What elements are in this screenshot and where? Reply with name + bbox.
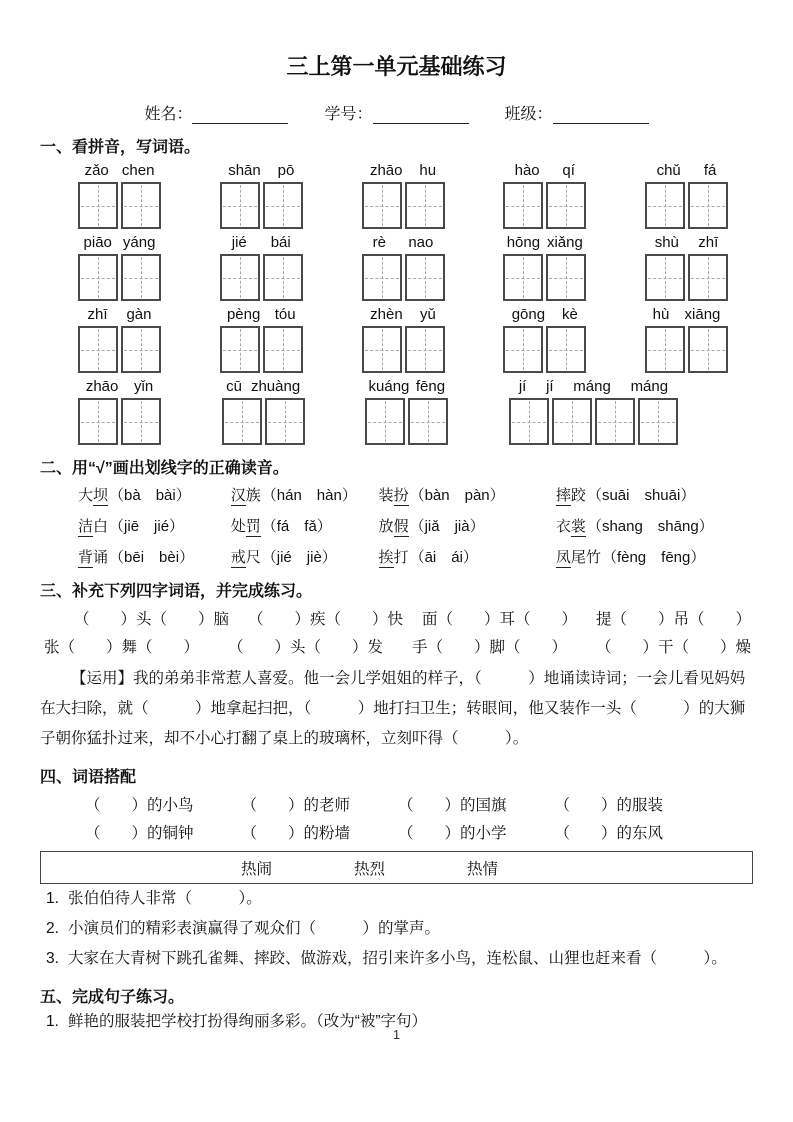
- character-grid-box: [362, 182, 402, 229]
- writing-boxes: [78, 254, 161, 301]
- pinyin-syllable: kuáng: [368, 378, 410, 395]
- word-bank-option: 热闹: [241, 860, 273, 878]
- section-five-heading: 五、完成句子练习。: [40, 989, 185, 1006]
- word-char: 戒: [231, 546, 246, 568]
- pinyin-word-group: [645, 162, 728, 229]
- character-grid-box: [645, 254, 685, 301]
- pinyin-word-group: [362, 234, 445, 301]
- writing-boxes: [503, 182, 586, 229]
- pinyin-syllable: shù: [654, 234, 679, 251]
- practice-sentence: [46, 884, 753, 914]
- word-char: 尾: [570, 549, 586, 566]
- sentence-number: 2.: [46, 920, 59, 937]
- idiom-blank-group: 张（ ）舞（ ）: [44, 639, 200, 656]
- pinyin-word-group: [509, 378, 678, 445]
- character-grid-box: [362, 254, 402, 301]
- phrase-blank-group: （ ）的国旗: [397, 797, 507, 814]
- pinyin-syllable: rè: [372, 234, 386, 251]
- pinyin-syllable: yǔ: [420, 306, 436, 323]
- writing-boxes: [503, 326, 586, 373]
- pinyin-word-group: [220, 306, 303, 373]
- character-grid-box: [78, 254, 118, 301]
- character-grid-box: [78, 182, 118, 229]
- pinyin-syllable: chǔ: [656, 162, 681, 179]
- pinyin-syllable: pō: [277, 162, 295, 179]
- writing-boxes: [362, 182, 445, 229]
- word-bank-option: 热情: [467, 860, 499, 878]
- sentence-text: 大家在大青树下跳孔雀舞、摔跤、做游戏，招引来许多小鸟，连松鼠、山狸也赶来看（ ）。: [67, 950, 727, 967]
- character-grid-box: [121, 398, 161, 445]
- idiom-blank-group: 面（ ）耳（ ）: [421, 611, 577, 628]
- pinyin-label: [362, 234, 445, 253]
- pronunciation-item: [556, 515, 753, 537]
- writing-boxes: [362, 326, 445, 373]
- pinyin-options: （hán hàn）: [261, 487, 357, 504]
- pinyin-options: （jiē jié）: [109, 518, 185, 535]
- pinyin-label: [645, 234, 728, 253]
- sentence-number: 3.: [46, 950, 59, 967]
- pronunciation-item: [379, 546, 556, 568]
- underlined-word: [556, 518, 586, 535]
- word-char: 白: [93, 518, 109, 535]
- idiom-line-2: [44, 635, 751, 657]
- pinyin-options: （bàn pàn）: [409, 487, 505, 504]
- writing-boxes: [78, 398, 161, 445]
- pronunciation-item: [78, 484, 231, 506]
- character-grid-box: [546, 254, 586, 301]
- phrase-blank-group: （ ）的东风: [554, 825, 663, 842]
- character-grid-box: [503, 326, 543, 373]
- pinyin-label: [365, 378, 448, 397]
- pinyin-word-group: [645, 306, 728, 373]
- pronunciation-item: [379, 484, 556, 506]
- character-grid-box: [121, 326, 161, 373]
- character-grid-box: [595, 398, 635, 445]
- character-grid-box: [263, 254, 303, 301]
- pronunciation-item: [78, 515, 231, 537]
- section-one-heading: 一、看拼音，写词语。: [40, 139, 201, 156]
- class-field: [505, 101, 649, 124]
- character-grid-box: [78, 398, 118, 445]
- pinyin-label: [222, 378, 305, 397]
- character-grid-box: [688, 254, 728, 301]
- writing-boxes: [645, 326, 728, 373]
- sentence-text: 鲜艳的服装把学校打扮得绚丽多彩。（改为“被”字句）: [67, 1013, 428, 1030]
- pinyin-label: [645, 162, 728, 181]
- pronunciation-item: [231, 484, 379, 506]
- idiom-blank-group: 提（ ）吊（ ）: [595, 611, 751, 628]
- sentence-number: 1.: [46, 890, 59, 907]
- pinyin-syllable: kè: [561, 306, 578, 323]
- pinyin-syllable: gàn: [126, 306, 152, 323]
- word-char: 罚: [246, 515, 261, 537]
- pinyin-label: [220, 234, 303, 253]
- underlined-word: [231, 549, 261, 566]
- pinyin-label: [362, 306, 445, 325]
- pinyin-label: [509, 378, 678, 397]
- page-title: 三上第一单元基础练习: [286, 54, 507, 79]
- pinyin-label: [503, 162, 586, 181]
- underlined-word: [379, 549, 409, 566]
- pronunciation-item: [379, 515, 556, 537]
- character-grid-box: [362, 326, 402, 373]
- character-grid-box: [546, 182, 586, 229]
- idiom-blank-group: （ ）头（ ）发: [227, 639, 383, 656]
- character-grid-box: [405, 254, 445, 301]
- pinyin-word-group: [220, 162, 303, 229]
- character-grid-box: [121, 254, 161, 301]
- pinyin-label: [78, 378, 161, 397]
- pinyin-syllable: zhī: [698, 234, 719, 251]
- pinyin-syllable: hu: [419, 162, 437, 179]
- character-grid-box: [220, 326, 260, 373]
- writing-boxes: [645, 182, 728, 229]
- pinyin-options: （bà bài）: [109, 487, 191, 504]
- word-char: 诵: [93, 549, 109, 566]
- writing-boxes: [503, 254, 586, 301]
- name-field-label: 姓名：: [144, 106, 193, 123]
- character-grid-box: [78, 326, 118, 373]
- word-char: 坝: [93, 484, 108, 506]
- pinyin-label: [220, 162, 303, 181]
- pinyin-options: （āi ái）: [409, 549, 478, 566]
- word-bank-option: 热烈: [354, 860, 386, 878]
- word-char: 处: [230, 518, 246, 535]
- pronunciation-item: [556, 546, 753, 568]
- pinyin-syllable: máng: [630, 378, 669, 395]
- idiom-blank-group: （ ）头（ ）脑: [74, 611, 230, 628]
- character-grid-box: [263, 182, 303, 229]
- practice-sentence: [46, 914, 753, 944]
- phrase-blank-group: （ ）的老师: [241, 797, 350, 814]
- character-grid-box: [408, 398, 448, 445]
- pinyin-word-group: [365, 378, 448, 445]
- pinyin-syllable: gōng: [511, 306, 546, 323]
- idiom-blank-group: （ ）疾（ ）快: [247, 611, 403, 628]
- sentence-text: 张伯伯待人非常（ ）。: [67, 890, 262, 907]
- phrase-line-1: [85, 793, 663, 815]
- pinyin-label: [645, 306, 728, 325]
- pinyin-writing-area: [40, 162, 753, 445]
- pinyin-label: [78, 162, 161, 181]
- underlined-word: [78, 549, 108, 566]
- pinyin-syllable: hōng: [506, 234, 541, 251]
- idiom-blank-group: （ ）干（ ）燥: [595, 639, 751, 656]
- pronunciation-item: [556, 484, 753, 506]
- pinyin-syllable: zhuàng: [250, 378, 301, 395]
- pinyin-syllable: zhèn: [370, 306, 403, 323]
- character-grid-box: [645, 326, 685, 373]
- character-grid-box: [405, 182, 445, 229]
- word-char: 衣: [555, 518, 571, 535]
- underlined-word: [78, 487, 108, 504]
- pinyin-syllable: fá: [703, 162, 717, 179]
- section-two-heading: 二、用“√”画出划线字的正确读音。: [40, 460, 289, 477]
- character-grid-box: [688, 326, 728, 373]
- word-char: 族: [245, 487, 261, 504]
- writing-boxes: [362, 254, 445, 301]
- phrase-blank-group: （ ）的服装: [554, 797, 663, 814]
- pinyin-syllable: jié: [231, 234, 247, 251]
- word-char: 汉: [231, 484, 246, 506]
- pinyin-label: [503, 306, 586, 325]
- character-grid-box: [222, 398, 262, 445]
- sentence-number: 1.: [46, 1013, 59, 1030]
- pronunciation-item: [78, 546, 231, 568]
- underlined-word: [231, 518, 261, 535]
- character-grid-box: [552, 398, 592, 445]
- pronunciation-grid: [78, 484, 753, 568]
- word-bank-sentences: [40, 884, 753, 974]
- pinyin-options: （fèng fēng）: [601, 549, 706, 566]
- underlined-word: [78, 518, 108, 535]
- pinyin-options: （jiǎ jià）: [409, 518, 485, 535]
- writing-boxes: [220, 254, 303, 301]
- pinyin-word-group: [362, 306, 445, 373]
- pinyin-syllable: xiāng: [684, 306, 721, 323]
- sentence-text: 小演员们的精彩表演赢得了观众们（ ）的掌声。: [67, 920, 440, 937]
- pinyin-row: [78, 378, 678, 445]
- idiom-line-1: [74, 607, 751, 629]
- writing-boxes: [78, 182, 161, 229]
- word-char: 放: [378, 518, 394, 535]
- word-char: 跤: [570, 487, 586, 504]
- idiom-blank-group: 手（ ）脚（ ）: [411, 639, 567, 656]
- phrase-blank-group: （ ）的铜钟: [85, 825, 194, 842]
- pinyin-syllable: piāo: [83, 234, 112, 251]
- phrase-blank-group: （ ）的小鸟: [85, 797, 194, 814]
- pinyin-syllable: qí: [562, 162, 575, 179]
- phrase-line-2: [85, 821, 663, 843]
- pinyin-syllable: yáng: [122, 234, 156, 251]
- pinyin-syllable: hào: [514, 162, 540, 179]
- pinyin-options: （bēi bèi）: [109, 549, 195, 566]
- pinyin-syllable: jí: [546, 378, 554, 395]
- character-grid-box: [688, 182, 728, 229]
- word-char: 背: [78, 546, 93, 568]
- pinyin-options: （shang shāng）: [586, 518, 714, 535]
- pinyin-label: [503, 234, 586, 253]
- usage-paragraph: 【运用】我的弟弟非常惹人喜爱。他一会儿学姐姐的样子，（ ）地诵读诗词；一会儿看见妈妈在大扫除，就（ ）地拿起扫把，（ ）地打扫卫生；转眼间，他又装作一头（ ）的大狮子朝你猛扑过来，却不小心打翻了桌上的玻璃杯，立刻吓得（ ）。: [40, 670, 746, 747]
- writing-boxes: [220, 182, 303, 229]
- word-char: 挨: [379, 546, 394, 568]
- pinyin-syllable: nao: [408, 234, 434, 251]
- character-grid-box: [638, 398, 678, 445]
- pinyin-syllable: hù: [652, 306, 670, 323]
- pinyin-syllable: fēng: [415, 378, 446, 395]
- pinyin-label: [220, 306, 303, 325]
- section-four-heading: 四、词语搭配: [40, 769, 137, 786]
- character-grid-box: [121, 182, 161, 229]
- name-field-underline: [192, 106, 288, 124]
- pinyin-syllable: pèng: [226, 306, 261, 323]
- pinyin-syllable: tóu: [274, 306, 296, 323]
- word-char: 扮: [394, 484, 409, 506]
- pinyin-row: [78, 306, 728, 373]
- character-grid-box: [503, 182, 543, 229]
- phrase-blank-group: （ ）的小学: [397, 825, 507, 842]
- character-grid-box: [263, 326, 303, 373]
- word-bank-box: [40, 851, 753, 884]
- pinyin-syllable: bái: [270, 234, 291, 251]
- character-grid-box: [365, 398, 405, 445]
- pinyin-syllable: jí: [518, 378, 527, 395]
- pinyin-syllable: xiǎng: [546, 234, 583, 251]
- pinyin-word-group: [78, 162, 161, 229]
- pinyin-options: （suāi shuāi）: [586, 487, 696, 504]
- underlined-word: [556, 487, 586, 504]
- pinyin-word-group: [220, 234, 303, 301]
- character-grid-box: [509, 398, 549, 445]
- pinyin-syllable: cū: [226, 378, 242, 395]
- pinyin-word-group: [222, 378, 305, 445]
- underlined-word: [556, 549, 601, 566]
- pinyin-word-group: [645, 234, 728, 301]
- pinyin-options: （fá fǎ）: [261, 518, 332, 535]
- word-char: 竹: [585, 549, 601, 566]
- character-grid-box: [645, 182, 685, 229]
- character-grid-box: [220, 254, 260, 301]
- writing-boxes: [509, 398, 678, 445]
- class-field-label: 班级：: [504, 106, 553, 123]
- word-char: 装: [378, 487, 394, 504]
- pinyin-syllable: yǐn: [133, 378, 154, 395]
- underlined-word: [231, 487, 261, 504]
- pinyin-word-group: [78, 378, 161, 445]
- pinyin-syllable: shān: [228, 162, 261, 179]
- pinyin-word-group: [503, 306, 586, 373]
- pinyin-syllable: chen: [121, 162, 155, 179]
- word-char: 大: [78, 487, 94, 504]
- word-char: 洁: [78, 515, 93, 537]
- writing-boxes: [78, 326, 161, 373]
- pronunciation-item: [231, 546, 379, 568]
- class-field-underline: [553, 106, 649, 124]
- pinyin-word-group: [78, 306, 161, 373]
- pinyin-label: [362, 162, 445, 181]
- word-char: 打: [393, 549, 409, 566]
- word-char: 摔: [556, 484, 571, 506]
- word-char: 裳: [571, 515, 586, 537]
- pronunciation-item: [231, 515, 379, 537]
- pinyin-syllable: zhāo: [369, 162, 403, 179]
- character-grid-box: [503, 254, 543, 301]
- pinyin-syllable: zhāo: [85, 378, 119, 395]
- pinyin-row: [78, 162, 728, 229]
- pinyin-word-group: [503, 162, 586, 229]
- pinyin-row: [78, 234, 728, 301]
- section-three-heading: 三、补充下列四字词语，并完成练习。: [40, 583, 313, 600]
- pinyin-word-group: [78, 234, 161, 301]
- pinyin-label: [78, 234, 161, 253]
- underlined-word: [379, 518, 409, 535]
- character-grid-box: [546, 326, 586, 373]
- student-id-field-label: 学号：: [324, 106, 373, 123]
- name-field: [144, 101, 288, 124]
- writing-boxes: [220, 326, 303, 373]
- pinyin-options: （jié jiè）: [261, 549, 337, 566]
- pinyin-label: [78, 306, 161, 325]
- character-grid-box: [220, 182, 260, 229]
- word-char: 尺: [245, 549, 261, 566]
- pinyin-word-group: [503, 234, 586, 301]
- practice-sentence: [46, 944, 753, 974]
- word-char: 凤: [556, 546, 571, 568]
- pinyin-syllable: máng: [573, 378, 611, 395]
- pinyin-syllable: zǎo: [84, 162, 109, 179]
- word-char: 假: [394, 515, 409, 537]
- pinyin-word-group: [362, 162, 445, 229]
- phrase-blank-group: （ ）的粉墙: [241, 825, 350, 842]
- worksheet-content: [0, 134, 793, 1037]
- underlined-word: [379, 487, 409, 504]
- pinyin-syllable: zhī: [87, 306, 108, 323]
- student-id-field-underline: [373, 106, 469, 124]
- writing-boxes: [365, 398, 448, 445]
- page-number: 1: [392, 1027, 401, 1042]
- character-grid-box: [265, 398, 305, 445]
- writing-boxes: [222, 398, 305, 445]
- writing-boxes: [645, 254, 728, 301]
- student-info-row: [0, 101, 793, 124]
- character-grid-box: [405, 326, 445, 373]
- student-id-field: [324, 101, 468, 124]
